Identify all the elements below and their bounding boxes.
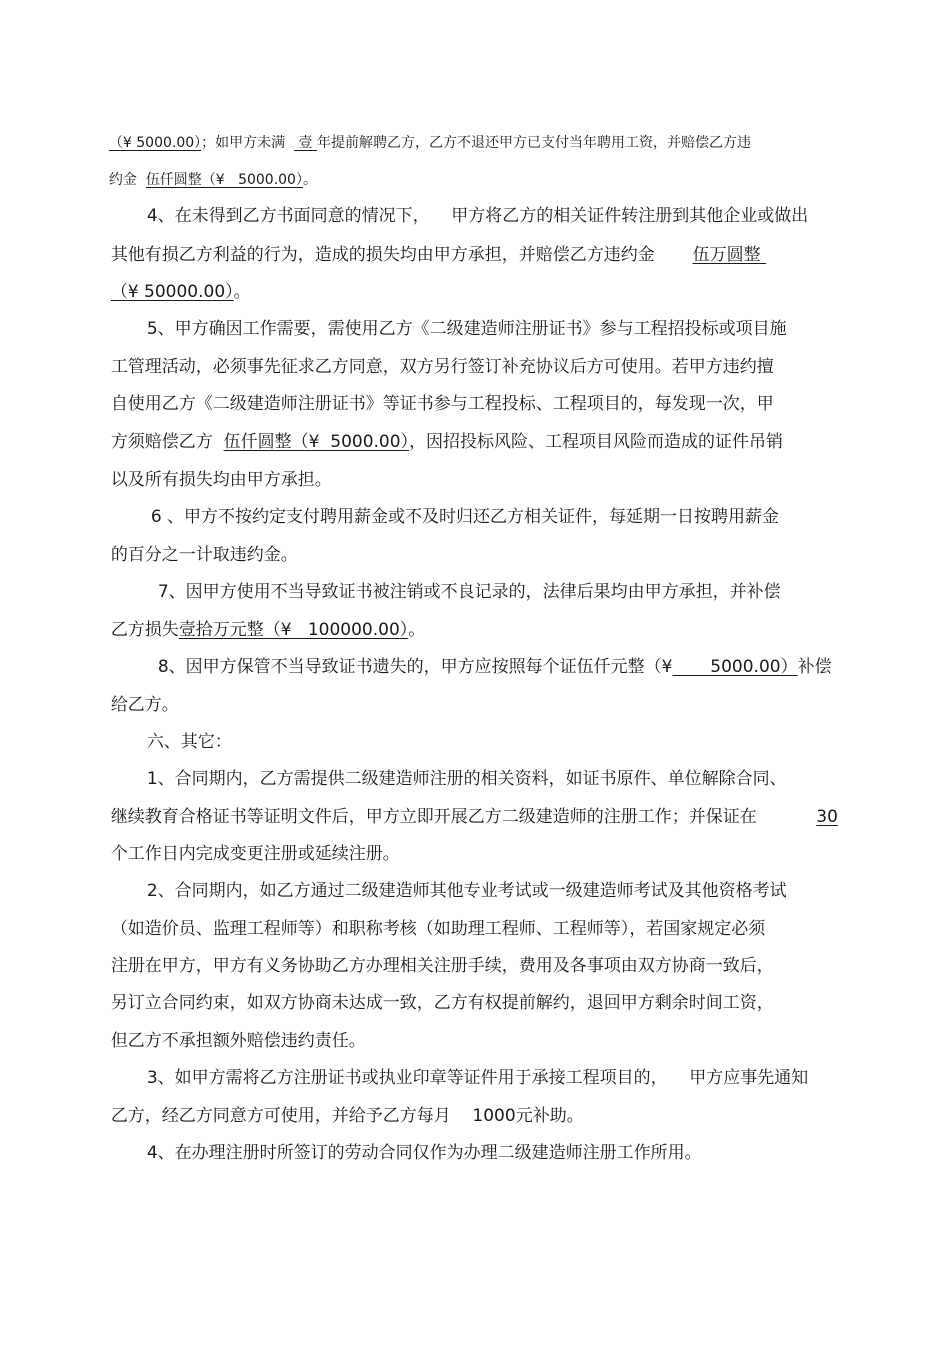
section-heading: 六、其它： xyxy=(146,732,232,752)
text-line: 7、因甲方使用不当导致证书被注销或不良记录的，法律后果均由甲方承担，并补偿 xyxy=(157,582,781,602)
text-line: 1、合同期内，乙方需提供二级建造师注册的相关资料，如证书原件、单位解除合同、 xyxy=(146,769,787,789)
text-line: （¥ 50000.00）。 xyxy=(110,282,251,302)
text-line: 5、甲方确因工作需要，需使用乙方《二级建造师注册证书》参与工程招投标或项目施 xyxy=(146,319,787,339)
text-line: 继续教育合格证书等证明文件后，甲方立即开展乙方二级建造师的注册工作；并保证在 30 xyxy=(110,807,838,827)
text-line: 约金 伍仟圆整（¥ 5000.00）。 xyxy=(108,172,317,188)
text-line: （如造价员、监理工程师等）和职称考核（如助理工程师、工程师等），若国家规定必须 xyxy=(110,919,766,939)
text-line: 乙方，经乙方同意方可使用，并给予乙方每月 1000元补助。 xyxy=(110,1106,584,1126)
text-line: 工管理活动，必须事先征求乙方同意，双方另行签订补充协议后方可使用。若甲方违约擅 xyxy=(110,357,774,377)
text-line: （¥ 5000.00）；如甲方未满 壹 年提前解聘乙方，乙方不退还甲方已支付当年聘用工资，并赔偿乙方违 xyxy=(108,135,751,151)
text-line: 4、在未得到乙方书面同意的情况下， 甲方将乙方的相关证件转注册到其他企业或做出 xyxy=(146,206,809,226)
text-line: 但乙方不承担额外赔偿违约责任。 xyxy=(110,1031,366,1051)
text-line: 给乙方。 xyxy=(110,695,179,715)
text-line: 方须赔偿乙方 伍仟圆整（¥ 5000.00），因招投标风险、工程项目风险而造成的证件吊销 xyxy=(110,432,784,452)
text-line: 乙方损失壹拾万元整（¥ 100000.00）。 xyxy=(110,620,426,640)
text-line: 3、如甲方需将乙方注册证书或执业印章等证件用于承接工程项目的， 甲方应事先通知 xyxy=(146,1068,809,1088)
text-line: 6 、甲方不按约定支付聘用薪金或不及时归还乙方相关证件，每延期一日按聘用薪金 xyxy=(150,507,780,527)
text-line: 注册在甲方，甲方有义务协助乙方办理相关注册手续，费用及各事项由双方协商一致后， xyxy=(110,956,774,976)
text-line: 2、合同期内，如乙方通过二级建造师其他专业考试或一级建造师考试及其他资格考试 xyxy=(146,881,787,901)
text-line: 以及所有损失均由甲方承担。 xyxy=(110,470,332,490)
text-line: 4、在办理注册时所签订的劳动合同仅作为办理二级建造师注册工作所用。 xyxy=(146,1143,702,1163)
text-line: 的百分之一计取违约金。 xyxy=(110,545,298,565)
text-line: 个工作日内完成变更注册或延续注册。 xyxy=(110,844,400,864)
text-line: 8、因甲方保管不当导致证书遗失的，甲方应按照每个证伍仟元整（¥ 5000.00）补偿 xyxy=(157,657,832,677)
text-line: 自使用乙方《二级建造师注册证书》等证书参与工程投标、工程项目的，每发现一次，甲 xyxy=(110,394,774,414)
text-line: 其他有损乙方利益的行为，造成的损失均由甲方承担，并赔偿乙方违约金 伍万圆整 xyxy=(110,245,767,265)
text-line: 另订立合同约束，如双方协商未达成一致，乙方有权提前解约，退回甲方剩余时间工资， xyxy=(110,993,774,1013)
